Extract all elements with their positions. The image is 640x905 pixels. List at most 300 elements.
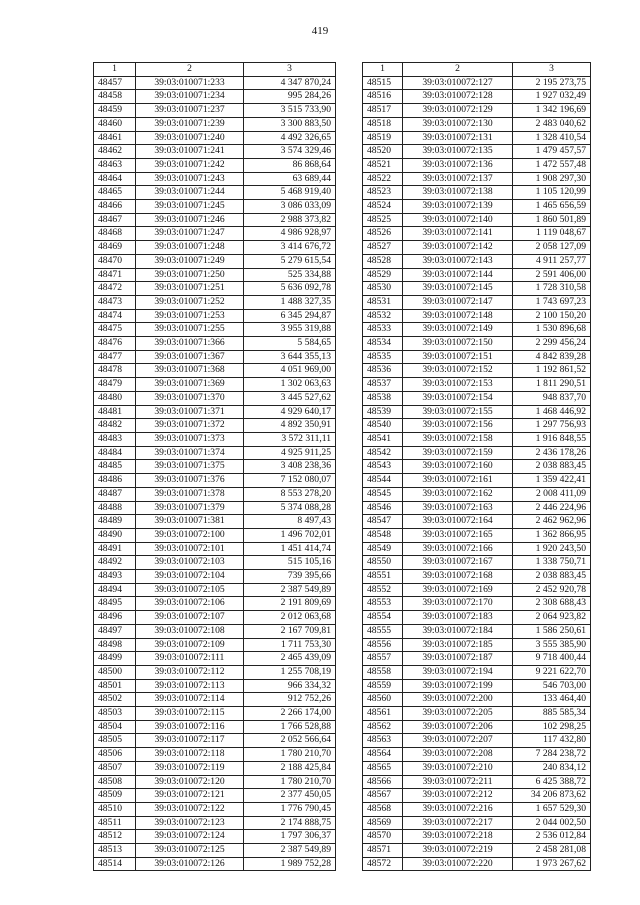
table-row bbox=[363, 720, 591, 734]
table-row bbox=[363, 487, 591, 501]
row-number-cell: 48484 bbox=[94, 446, 136, 460]
row-number-cell: 48571 bbox=[363, 844, 403, 858]
row-number-cell: 48474 bbox=[94, 309, 136, 323]
table-row bbox=[363, 104, 591, 118]
table-row bbox=[94, 76, 336, 90]
cadastral-number-cell: 39:03:010071:250 bbox=[136, 268, 244, 282]
row-number-cell: 48524 bbox=[363, 200, 403, 214]
row-number-cell: 48505 bbox=[94, 734, 136, 748]
cadastral-number-cell: 39:03:010071:243 bbox=[136, 172, 244, 186]
table-row bbox=[363, 117, 591, 131]
value-cell: 2 465 439,09 bbox=[244, 652, 336, 666]
row-number-cell: 48517 bbox=[363, 104, 403, 118]
value-cell: 2 452 920,78 bbox=[513, 583, 591, 597]
cadastral-number-cell: 39:03:010072:217 bbox=[403, 816, 513, 830]
value-cell: 1 468 446,92 bbox=[513, 405, 591, 419]
row-number-cell: 48545 bbox=[363, 487, 403, 501]
value-cell: 3 300 883,50 bbox=[244, 117, 336, 131]
row-number-cell: 48523 bbox=[363, 186, 403, 200]
value-cell: 8 553 278,20 bbox=[244, 487, 336, 501]
value-cell: 2 377 450,05 bbox=[244, 789, 336, 803]
row-number-cell: 48527 bbox=[363, 241, 403, 255]
cadastral-number-cell: 39:03:010072:163 bbox=[403, 501, 513, 515]
table-row bbox=[363, 186, 591, 200]
row-number-cell: 48547 bbox=[363, 515, 403, 529]
value-cell: 6 425 388,72 bbox=[513, 775, 591, 789]
cadastral-number-cell: 39:03:010072:120 bbox=[136, 775, 244, 789]
table-row bbox=[363, 268, 591, 282]
row-number-cell: 48489 bbox=[94, 515, 136, 529]
table-row bbox=[94, 337, 336, 351]
value-cell: 3 644 355,13 bbox=[244, 350, 336, 364]
value-cell: 5 468 919,40 bbox=[244, 186, 336, 200]
value-cell: 3 572 311,11 bbox=[244, 432, 336, 446]
table-row bbox=[94, 844, 336, 858]
cadastral-number-cell: 39:03:010072:131 bbox=[403, 131, 513, 145]
row-number-cell: 48566 bbox=[363, 775, 403, 789]
value-cell: 2 483 040,62 bbox=[513, 117, 591, 131]
table-row bbox=[94, 761, 336, 775]
row-number-cell: 48534 bbox=[363, 337, 403, 351]
cadastral-number-cell: 39:03:010072:194 bbox=[403, 665, 513, 679]
cadastral-number-cell: 39:03:010072:106 bbox=[136, 597, 244, 611]
row-number-cell: 48479 bbox=[94, 378, 136, 392]
column-header-3: 3 bbox=[513, 63, 591, 77]
value-cell: 1 811 290,51 bbox=[513, 378, 591, 392]
cadastral-number-cell: 39:03:010072:141 bbox=[403, 227, 513, 241]
table-row bbox=[94, 131, 336, 145]
table-row bbox=[363, 734, 591, 748]
row-number-cell: 48525 bbox=[363, 213, 403, 227]
table-row bbox=[94, 350, 336, 364]
value-cell: 3 555 385,90 bbox=[513, 638, 591, 652]
value-cell: 739 395,66 bbox=[244, 570, 336, 584]
table-row bbox=[363, 802, 591, 816]
value-cell: 2 387 549,89 bbox=[244, 583, 336, 597]
value-cell: 2 012 063,68 bbox=[244, 611, 336, 625]
cadastral-number-cell: 39:03:010072:104 bbox=[136, 570, 244, 584]
value-cell: 1 362 866,95 bbox=[513, 528, 591, 542]
row-number-cell: 48495 bbox=[94, 597, 136, 611]
cadastral-number-cell: 39:03:010072:152 bbox=[403, 364, 513, 378]
row-number-cell: 48563 bbox=[363, 734, 403, 748]
table-row bbox=[94, 282, 336, 296]
value-cell: 1 496 702,01 bbox=[244, 528, 336, 542]
cadastral-number-cell: 39:03:010072:211 bbox=[403, 775, 513, 789]
cadastral-number-cell: 39:03:010071:249 bbox=[136, 254, 244, 268]
cadastral-number-cell: 39:03:010071:252 bbox=[136, 295, 244, 309]
table-row bbox=[94, 707, 336, 721]
cadastral-number-cell: 39:03:010072:207 bbox=[403, 734, 513, 748]
row-number-cell: 48496 bbox=[94, 611, 136, 625]
table-row bbox=[94, 172, 336, 186]
value-cell: 2 174 888,75 bbox=[244, 816, 336, 830]
cadastral-number-cell: 39:03:010072:114 bbox=[136, 693, 244, 707]
value-cell: 9 718 400,44 bbox=[513, 652, 591, 666]
table-row bbox=[363, 391, 591, 405]
value-cell: 3 574 329,46 bbox=[244, 145, 336, 159]
value-cell: 240 834,12 bbox=[513, 761, 591, 775]
table-row bbox=[94, 501, 336, 515]
cadastral-number-cell: 39:03:010072:137 bbox=[403, 172, 513, 186]
table-row bbox=[363, 652, 591, 666]
cadastral-number-cell: 39:03:010072:160 bbox=[403, 460, 513, 474]
cadastral-number-cell: 39:03:010071:244 bbox=[136, 186, 244, 200]
cadastral-number-cell: 39:03:010071:376 bbox=[136, 474, 244, 488]
cadastral-number-cell: 39:03:010072:109 bbox=[136, 638, 244, 652]
table-row bbox=[94, 268, 336, 282]
row-number-cell: 48531 bbox=[363, 295, 403, 309]
cadastral-number-cell: 39:03:010072:212 bbox=[403, 789, 513, 803]
table-row bbox=[363, 200, 591, 214]
table-row bbox=[94, 419, 336, 433]
row-number-cell: 48471 bbox=[94, 268, 136, 282]
value-cell: 2 299 456,24 bbox=[513, 337, 591, 351]
row-number-cell: 48546 bbox=[363, 501, 403, 515]
value-cell: 1 297 756,93 bbox=[513, 419, 591, 433]
value-cell: 1 973 267,62 bbox=[513, 857, 591, 871]
table-row bbox=[363, 611, 591, 625]
value-cell: 102 298,25 bbox=[513, 720, 591, 734]
row-number-cell: 48457 bbox=[94, 76, 136, 90]
cadastral-number-cell: 39:03:010072:130 bbox=[403, 117, 513, 131]
cadastral-number-cell: 39:03:010072:129 bbox=[403, 104, 513, 118]
cadastral-number-cell: 39:03:010072:148 bbox=[403, 309, 513, 323]
table-row bbox=[363, 378, 591, 392]
table-header-row bbox=[363, 63, 591, 77]
table-row bbox=[94, 734, 336, 748]
cadastral-number-cell: 39:03:010071:375 bbox=[136, 460, 244, 474]
table-row bbox=[94, 830, 336, 844]
value-cell: 1 105 120,99 bbox=[513, 186, 591, 200]
row-number-cell: 48550 bbox=[363, 556, 403, 570]
value-cell: 2 100 150,20 bbox=[513, 309, 591, 323]
value-cell: 1 119 048,67 bbox=[513, 227, 591, 241]
cadastral-number-cell: 39:03:010072:107 bbox=[136, 611, 244, 625]
row-number-cell: 48542 bbox=[363, 446, 403, 460]
value-cell: 2 591 406,00 bbox=[513, 268, 591, 282]
row-number-cell: 48549 bbox=[363, 542, 403, 556]
value-cell: 3 408 238,36 bbox=[244, 460, 336, 474]
value-cell: 5 584,65 bbox=[244, 337, 336, 351]
cadastral-number-cell: 39:03:010072:210 bbox=[403, 761, 513, 775]
row-number-cell: 48558 bbox=[363, 665, 403, 679]
cadastral-number-cell: 39:03:010072:159 bbox=[403, 446, 513, 460]
value-cell: 1 766 528,88 bbox=[244, 720, 336, 734]
row-number-cell: 48544 bbox=[363, 474, 403, 488]
column-header-1: 1 bbox=[363, 63, 403, 77]
value-cell: 885 585,34 bbox=[513, 707, 591, 721]
value-cell: 2 195 273,75 bbox=[513, 76, 591, 90]
table-row bbox=[94, 241, 336, 255]
row-number-cell: 48485 bbox=[94, 460, 136, 474]
row-number-cell: 48565 bbox=[363, 761, 403, 775]
row-number-cell: 48507 bbox=[94, 761, 136, 775]
row-number-cell: 48536 bbox=[363, 364, 403, 378]
value-cell: 3 955 319,88 bbox=[244, 323, 336, 337]
value-cell: 7 152 080,07 bbox=[244, 474, 336, 488]
table-row bbox=[94, 515, 336, 529]
table-row bbox=[94, 90, 336, 104]
value-cell: 2 038 883,45 bbox=[513, 460, 591, 474]
row-number-cell: 48466 bbox=[94, 200, 136, 214]
row-number-cell: 48533 bbox=[363, 323, 403, 337]
row-number-cell: 48538 bbox=[363, 391, 403, 405]
cadastral-number-cell: 39:03:010072:119 bbox=[136, 761, 244, 775]
table-row bbox=[363, 337, 591, 351]
cadastral-number-cell: 39:03:010071:368 bbox=[136, 364, 244, 378]
table-row bbox=[94, 487, 336, 501]
cadastral-number-cell: 39:03:010072:208 bbox=[403, 748, 513, 762]
row-number-cell: 48464 bbox=[94, 172, 136, 186]
row-number-cell: 48481 bbox=[94, 405, 136, 419]
value-cell: 2 008 411,09 bbox=[513, 487, 591, 501]
cadastral-number-cell: 39:03:010072:200 bbox=[403, 693, 513, 707]
row-number-cell: 48530 bbox=[363, 282, 403, 296]
value-cell: 1 302 063,63 bbox=[244, 378, 336, 392]
value-cell: 515 105,16 bbox=[244, 556, 336, 570]
value-cell: 1 797 306,37 bbox=[244, 830, 336, 844]
table-row bbox=[363, 405, 591, 419]
row-number-cell: 48475 bbox=[94, 323, 136, 337]
table-row bbox=[363, 515, 591, 529]
table-row bbox=[94, 432, 336, 446]
table-row bbox=[363, 76, 591, 90]
value-cell: 4 986 928,97 bbox=[244, 227, 336, 241]
cadastral-number-cell: 39:03:010072:112 bbox=[136, 665, 244, 679]
value-cell: 1 338 750,71 bbox=[513, 556, 591, 570]
table-row bbox=[363, 241, 591, 255]
table-row bbox=[363, 432, 591, 446]
cadastral-number-cell: 39:03:010071:246 bbox=[136, 213, 244, 227]
table-row bbox=[363, 474, 591, 488]
cadastral-number-cell: 39:03:010072:126 bbox=[136, 857, 244, 871]
cadastral-number-cell: 39:03:010071:370 bbox=[136, 391, 244, 405]
row-number-cell: 48492 bbox=[94, 556, 136, 570]
row-number-cell: 48504 bbox=[94, 720, 136, 734]
value-cell: 1 780 210,70 bbox=[244, 748, 336, 762]
row-number-cell: 48529 bbox=[363, 268, 403, 282]
value-cell: 2 308 688,43 bbox=[513, 597, 591, 611]
row-number-cell: 48509 bbox=[94, 789, 136, 803]
table-row bbox=[94, 446, 336, 460]
value-cell: 1 927 032,49 bbox=[513, 90, 591, 104]
value-cell: 2 458 281,08 bbox=[513, 844, 591, 858]
cadastral-number-cell: 39:03:010072:169 bbox=[403, 583, 513, 597]
row-number-cell: 48476 bbox=[94, 337, 136, 351]
row-number-cell: 48551 bbox=[363, 570, 403, 584]
value-cell: 63 689,44 bbox=[244, 172, 336, 186]
row-number-cell: 48462 bbox=[94, 145, 136, 159]
row-number-cell: 48535 bbox=[363, 350, 403, 364]
value-cell: 1 916 848,55 bbox=[513, 432, 591, 446]
value-cell: 1 192 861,52 bbox=[513, 364, 591, 378]
cadastral-number-cell: 39:03:010072:144 bbox=[403, 268, 513, 282]
value-cell: 5 279 615,54 bbox=[244, 254, 336, 268]
row-number-cell: 48473 bbox=[94, 295, 136, 309]
table-row bbox=[363, 789, 591, 803]
cadastral-number-cell: 39:03:010071:372 bbox=[136, 419, 244, 433]
table-row bbox=[94, 748, 336, 762]
row-number-cell: 48467 bbox=[94, 213, 136, 227]
table-row bbox=[363, 679, 591, 693]
cadastral-number-cell: 39:03:010072:199 bbox=[403, 679, 513, 693]
cadastral-number-cell: 39:03:010072:116 bbox=[136, 720, 244, 734]
table-row bbox=[363, 364, 591, 378]
row-number-cell: 48469 bbox=[94, 241, 136, 255]
row-number-cell: 48463 bbox=[94, 158, 136, 172]
cadastral-number-cell: 39:03:010072:136 bbox=[403, 158, 513, 172]
value-cell: 9 221 622,70 bbox=[513, 665, 591, 679]
value-cell: 2 387 549,89 bbox=[244, 844, 336, 858]
row-number-cell: 48572 bbox=[363, 857, 403, 871]
value-cell: 4 911 257,77 bbox=[513, 254, 591, 268]
table-row bbox=[363, 501, 591, 515]
cadastral-number-cell: 39:03:010072:187 bbox=[403, 652, 513, 666]
table-row bbox=[94, 720, 336, 734]
cadastral-number-cell: 39:03:010071:369 bbox=[136, 378, 244, 392]
value-cell: 1 479 457,57 bbox=[513, 145, 591, 159]
row-number-cell: 48516 bbox=[363, 90, 403, 104]
cadastral-number-cell: 39:03:010072:125 bbox=[136, 844, 244, 858]
row-number-cell: 48491 bbox=[94, 542, 136, 556]
table-row bbox=[363, 295, 591, 309]
table-row bbox=[363, 309, 591, 323]
table-row bbox=[363, 857, 591, 871]
table-row bbox=[363, 213, 591, 227]
cadastral-number-cell: 39:03:010072:142 bbox=[403, 241, 513, 255]
value-cell: 1 657 529,30 bbox=[513, 802, 591, 816]
cadastral-number-cell: 39:03:010072:220 bbox=[403, 857, 513, 871]
cadastral-number-cell: 39:03:010071:237 bbox=[136, 104, 244, 118]
cadastral-number-cell: 39:03:010072:161 bbox=[403, 474, 513, 488]
row-number-cell: 48537 bbox=[363, 378, 403, 392]
table-row bbox=[363, 597, 591, 611]
table-row bbox=[94, 295, 336, 309]
row-number-cell: 48488 bbox=[94, 501, 136, 515]
value-cell: 4 842 839,28 bbox=[513, 350, 591, 364]
row-number-cell: 48522 bbox=[363, 172, 403, 186]
table-row bbox=[94, 802, 336, 816]
cadastral-number-cell: 39:03:010072:185 bbox=[403, 638, 513, 652]
row-number-cell: 48486 bbox=[94, 474, 136, 488]
table-row bbox=[363, 460, 591, 474]
cadastral-number-cell: 39:03:010072:216 bbox=[403, 802, 513, 816]
row-number-cell: 48513 bbox=[94, 844, 136, 858]
table-row bbox=[363, 254, 591, 268]
cadastral-number-cell: 39:03:010071:378 bbox=[136, 487, 244, 501]
cadastral-number-cell: 39:03:010071:367 bbox=[136, 350, 244, 364]
table-row bbox=[363, 131, 591, 145]
cadastral-number-cell: 39:03:010072:156 bbox=[403, 419, 513, 433]
row-number-cell: 48526 bbox=[363, 227, 403, 241]
row-number-cell: 48560 bbox=[363, 693, 403, 707]
cadastral-number-cell: 39:03:010072:158 bbox=[403, 432, 513, 446]
cadastral-number-cell: 39:03:010071:248 bbox=[136, 241, 244, 255]
row-number-cell: 48506 bbox=[94, 748, 136, 762]
value-cell: 4 347 870,24 bbox=[244, 76, 336, 90]
table-row bbox=[94, 104, 336, 118]
value-cell: 2 266 174,00 bbox=[244, 707, 336, 721]
row-number-cell: 48552 bbox=[363, 583, 403, 597]
cadastral-number-cell: 39:03:010072:124 bbox=[136, 830, 244, 844]
cadastral-number-cell: 39:03:010072:101 bbox=[136, 542, 244, 556]
row-number-cell: 48521 bbox=[363, 158, 403, 172]
table-row bbox=[363, 624, 591, 638]
row-number-cell: 48520 bbox=[363, 145, 403, 159]
page-number: 419 bbox=[311, 25, 329, 37]
value-cell: 948 837,70 bbox=[513, 391, 591, 405]
table-row bbox=[363, 350, 591, 364]
table-row bbox=[94, 364, 336, 378]
row-number-cell: 48543 bbox=[363, 460, 403, 474]
row-number-cell: 48482 bbox=[94, 419, 136, 433]
row-number-cell: 48557 bbox=[363, 652, 403, 666]
cadastral-number-cell: 39:03:010072:123 bbox=[136, 816, 244, 830]
cadastral-number-cell: 39:03:010072:153 bbox=[403, 378, 513, 392]
table-row bbox=[363, 707, 591, 721]
table-row bbox=[94, 597, 336, 611]
value-cell: 1 359 422,41 bbox=[513, 474, 591, 488]
cadastral-number-cell: 39:03:010072:118 bbox=[136, 748, 244, 762]
row-number-cell: 48559 bbox=[363, 679, 403, 693]
cadastral-number-cell: 39:03:010072:183 bbox=[403, 611, 513, 625]
row-number-cell: 48539 bbox=[363, 405, 403, 419]
value-cell: 1 920 243,50 bbox=[513, 542, 591, 556]
table-row bbox=[94, 391, 336, 405]
table-row bbox=[363, 748, 591, 762]
cadastral-number-cell: 39:03:010072:205 bbox=[403, 707, 513, 721]
table-row bbox=[94, 775, 336, 789]
value-cell: 4 929 640,17 bbox=[244, 405, 336, 419]
table-row bbox=[94, 679, 336, 693]
row-number-cell: 48564 bbox=[363, 748, 403, 762]
table-row bbox=[363, 816, 591, 830]
left-table bbox=[93, 62, 336, 871]
value-cell: 2 536 012,84 bbox=[513, 830, 591, 844]
row-number-cell: 48480 bbox=[94, 391, 136, 405]
table-row bbox=[94, 611, 336, 625]
value-cell: 2 052 566,64 bbox=[244, 734, 336, 748]
value-cell: 1 255 708,19 bbox=[244, 665, 336, 679]
table-row bbox=[363, 90, 591, 104]
cadastral-number-cell: 39:03:010071:247 bbox=[136, 227, 244, 241]
table-row bbox=[94, 528, 336, 542]
row-number-cell: 48493 bbox=[94, 570, 136, 584]
table-row bbox=[94, 158, 336, 172]
cadastral-number-cell: 39:03:010072:150 bbox=[403, 337, 513, 351]
row-number-cell: 48508 bbox=[94, 775, 136, 789]
cadastral-number-cell: 39:03:010071:251 bbox=[136, 282, 244, 296]
column-header-2: 2 bbox=[136, 63, 244, 77]
cadastral-number-cell: 39:03:010072:154 bbox=[403, 391, 513, 405]
value-cell: 2 167 709,81 bbox=[244, 624, 336, 638]
row-number-cell: 48515 bbox=[363, 76, 403, 90]
cadastral-number-cell: 39:03:010071:239 bbox=[136, 117, 244, 131]
cadastral-number-cell: 39:03:010071:242 bbox=[136, 158, 244, 172]
cadastral-number-cell: 39:03:010072:167 bbox=[403, 556, 513, 570]
value-cell: 2 191 809,69 bbox=[244, 597, 336, 611]
value-cell: 2 038 883,45 bbox=[513, 570, 591, 584]
row-number-cell: 48512 bbox=[94, 830, 136, 844]
row-number-cell: 48528 bbox=[363, 254, 403, 268]
value-cell: 1 586 250,61 bbox=[513, 624, 591, 638]
value-cell: 1 989 752,28 bbox=[244, 857, 336, 871]
row-number-cell: 48490 bbox=[94, 528, 136, 542]
table-row bbox=[94, 665, 336, 679]
table-row bbox=[363, 665, 591, 679]
table-row bbox=[94, 652, 336, 666]
